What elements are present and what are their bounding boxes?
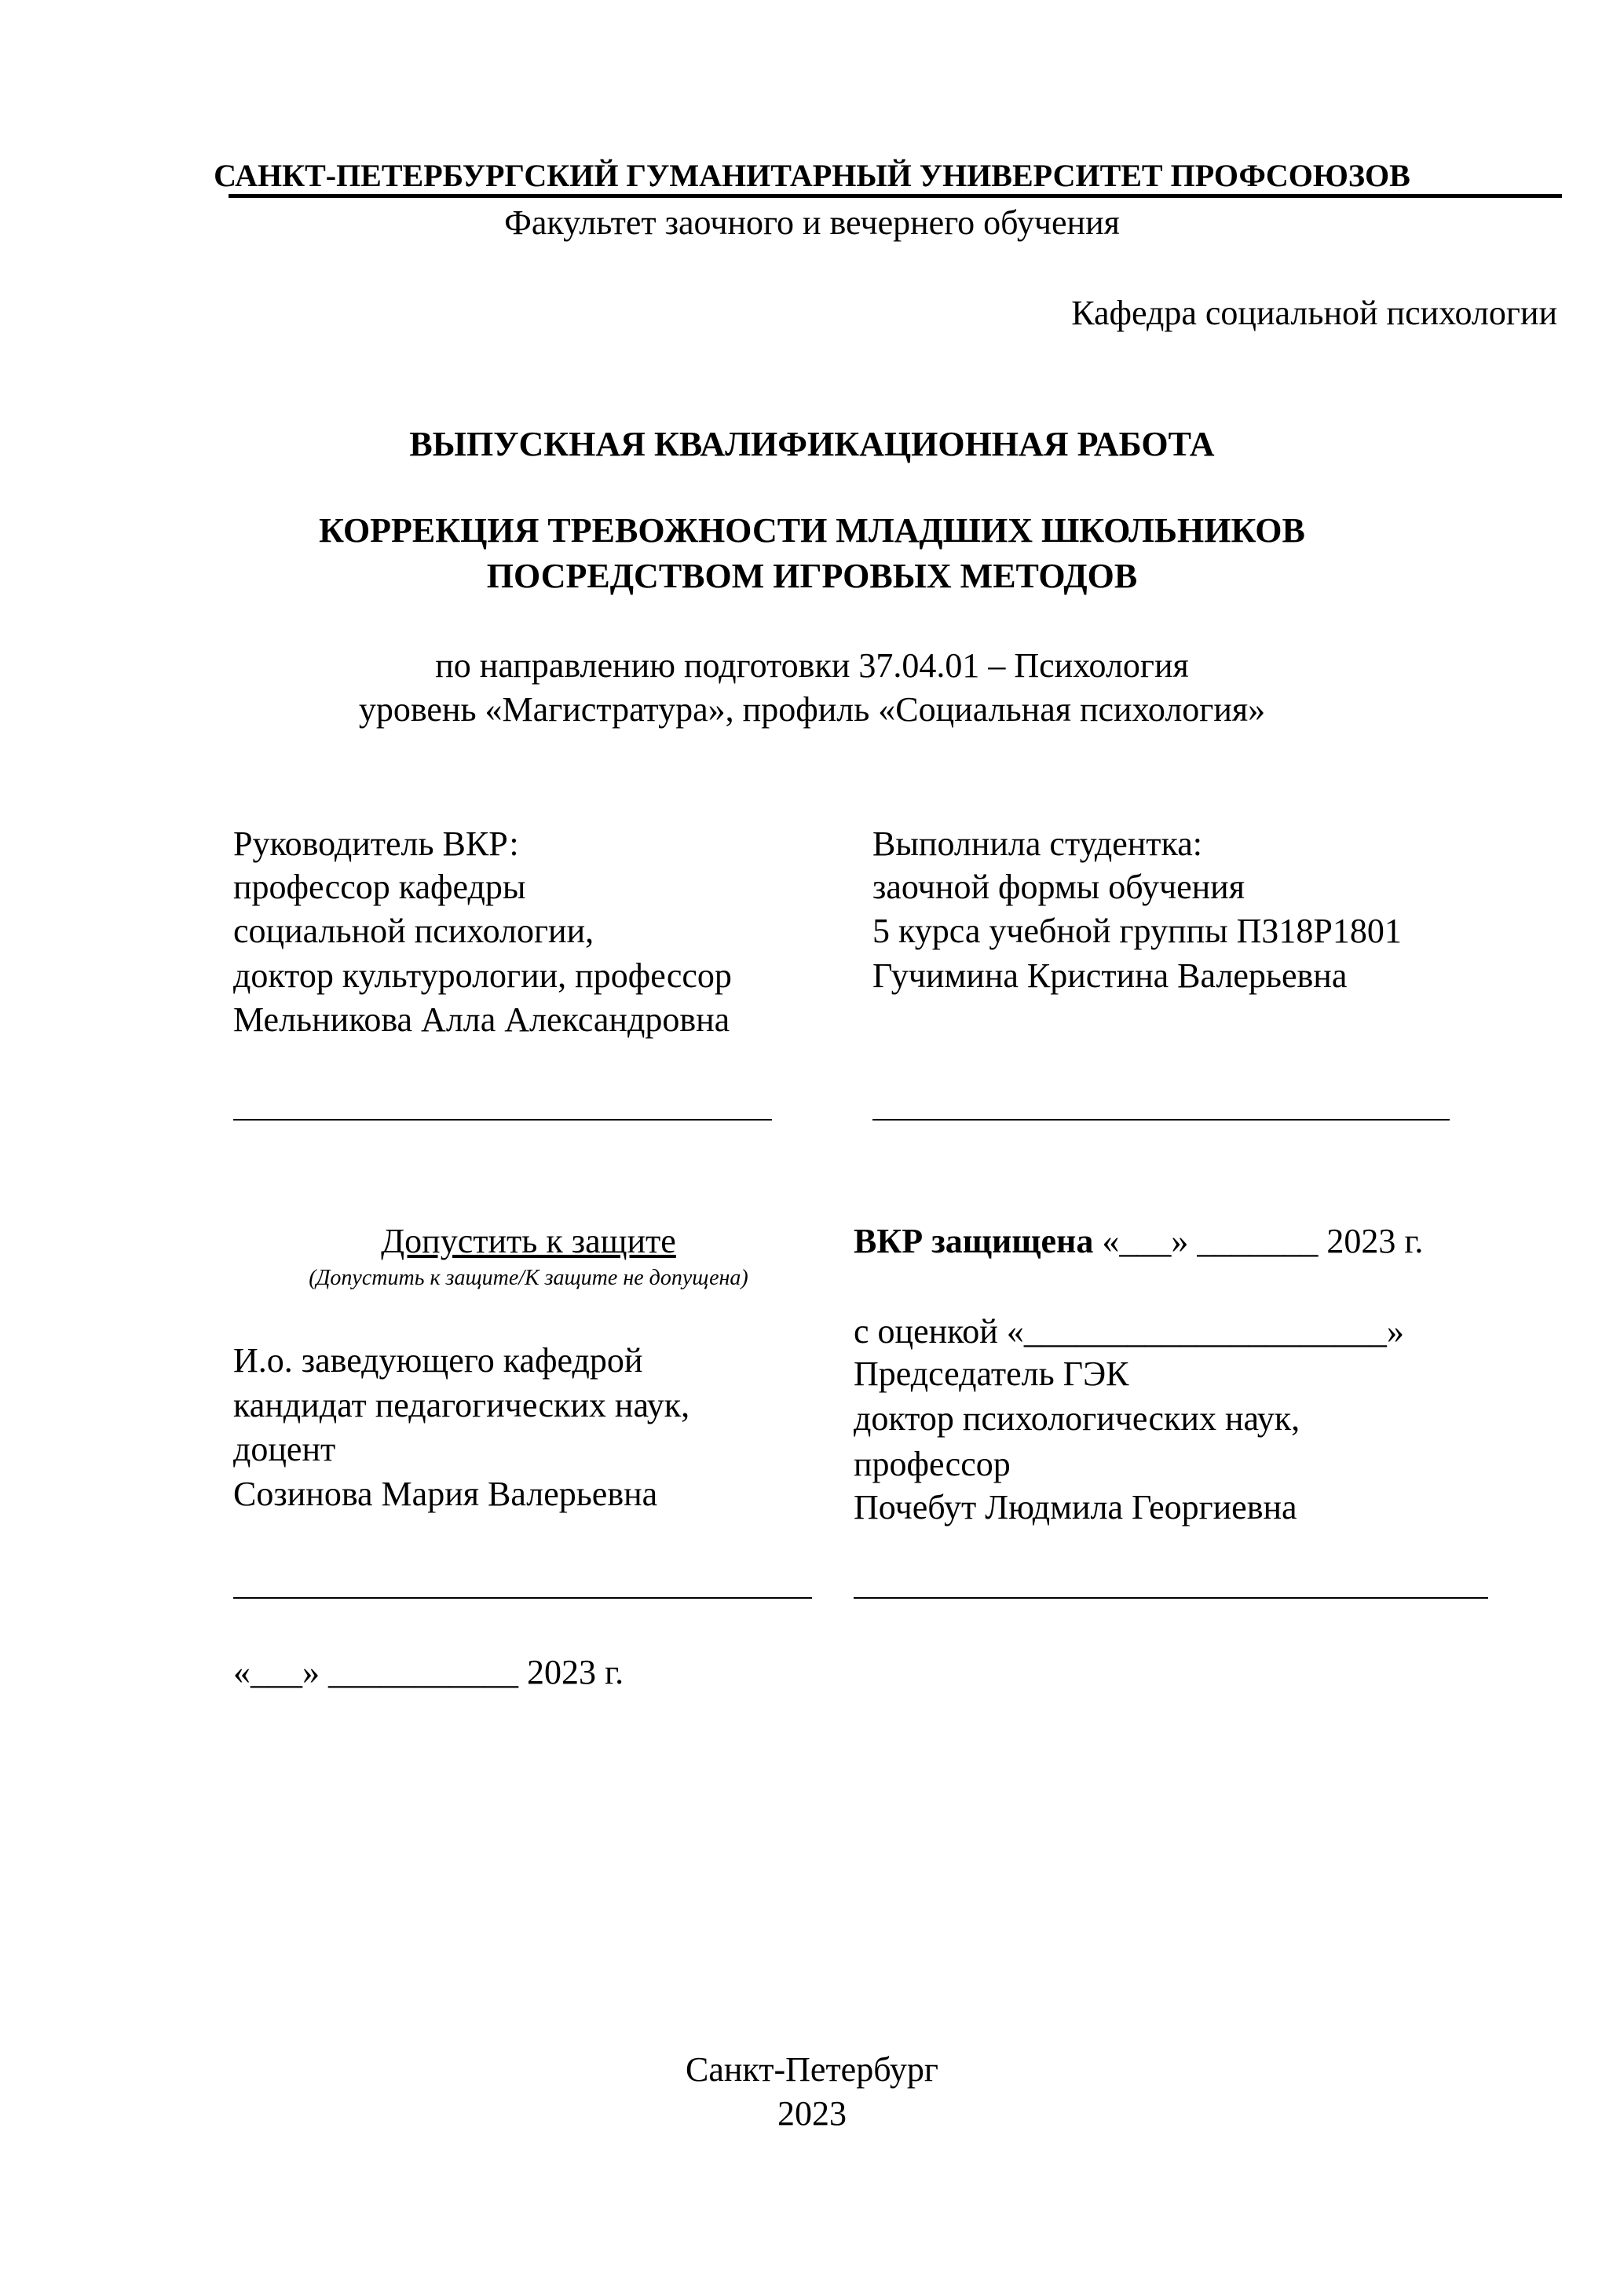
- admission-date: «___» ___________ 2023 г.: [233, 1653, 624, 1691]
- university-name: САНКТ-ПЕТЕРБУРГСКИЙ ГУМАНИТАРНЫЙ УНИВЕРСИТЕТ ПРОФСОЮЗОВ: [214, 158, 1410, 193]
- chair-signature-line: [854, 1597, 1488, 1599]
- chair-line: доктор психологических наук,: [854, 1399, 1300, 1438]
- defense-date: «___» _______ 2023 г.: [1093, 1222, 1424, 1260]
- work-type: ВЫПУСКНАЯ КВАЛИФИКАЦИОННАЯ РАБОТА: [409, 425, 1215, 463]
- header-rule: [229, 194, 1562, 198]
- chair-line: Председатель ГЭК: [854, 1355, 1129, 1393]
- supervisor-signature-line: [233, 1119, 772, 1121]
- head-line: кандидат педагогических наук,: [233, 1386, 690, 1424]
- thesis-title-line2: ПОСРЕДСТВОМ ИГРОВЫХ МЕТОДОВ: [486, 557, 1138, 595]
- chair-line: профессор: [854, 1445, 1011, 1483]
- student-signature-line: [872, 1119, 1450, 1121]
- chair-name: Почебут Людмила Георгиевна: [854, 1488, 1297, 1526]
- head-signature-line: [233, 1597, 812, 1599]
- supervisor-line: профессор кафедры: [233, 868, 526, 906]
- study-direction: по направлению подготовки 37.04.01 – Психология: [435, 646, 1189, 685]
- supervisor-line: доктор культурологии, профессор: [233, 956, 732, 995]
- defense-status: [854, 1219, 1423, 1263]
- supervisor-name: Мельникова Алла Александровна: [233, 1000, 730, 1039]
- head-line: доцент: [233, 1430, 336, 1468]
- student-name: Гучимина Кристина Валерьевна: [872, 956, 1348, 995]
- student-line: Выполнила студентка:: [872, 824, 1202, 863]
- admission-hint: (Допустить к защите/К защите не допущена): [309, 1266, 748, 1290]
- supervisor-line: Руководитель ВКР:: [233, 824, 519, 863]
- thesis-title-line1: КОРРЕКЦИЯ ТРЕВОЖНОСТИ МЛАДШИХ ШКОЛЬНИКОВ: [319, 511, 1305, 550]
- defense-grade: с оценкой «_____________________»: [854, 1312, 1404, 1351]
- city: Санкт-Петербург: [686, 2050, 938, 2089]
- study-level: уровень «Магистратура», профиль «Социальная психология»: [358, 690, 1266, 729]
- head-name: Созинова Мария Валерьевна: [233, 1475, 658, 1513]
- student-line: 5 курса учебной группы ПЗ18Р1801: [872, 912, 1402, 950]
- department-name: Кафедра социальной психологии: [1071, 294, 1557, 332]
- year: 2023: [777, 2094, 847, 2133]
- head-line: И.о. заведующего кафедрой: [233, 1341, 643, 1380]
- admission-decision: Допустить к защите: [381, 1222, 676, 1260]
- faculty-name: Факультет заочного и вечернего обучения: [504, 203, 1120, 242]
- defense-label: ВКР защищена: [854, 1222, 1094, 1260]
- student-line: заочной формы обучения: [872, 868, 1245, 906]
- supervisor-line: социальной психологии,: [233, 912, 594, 950]
